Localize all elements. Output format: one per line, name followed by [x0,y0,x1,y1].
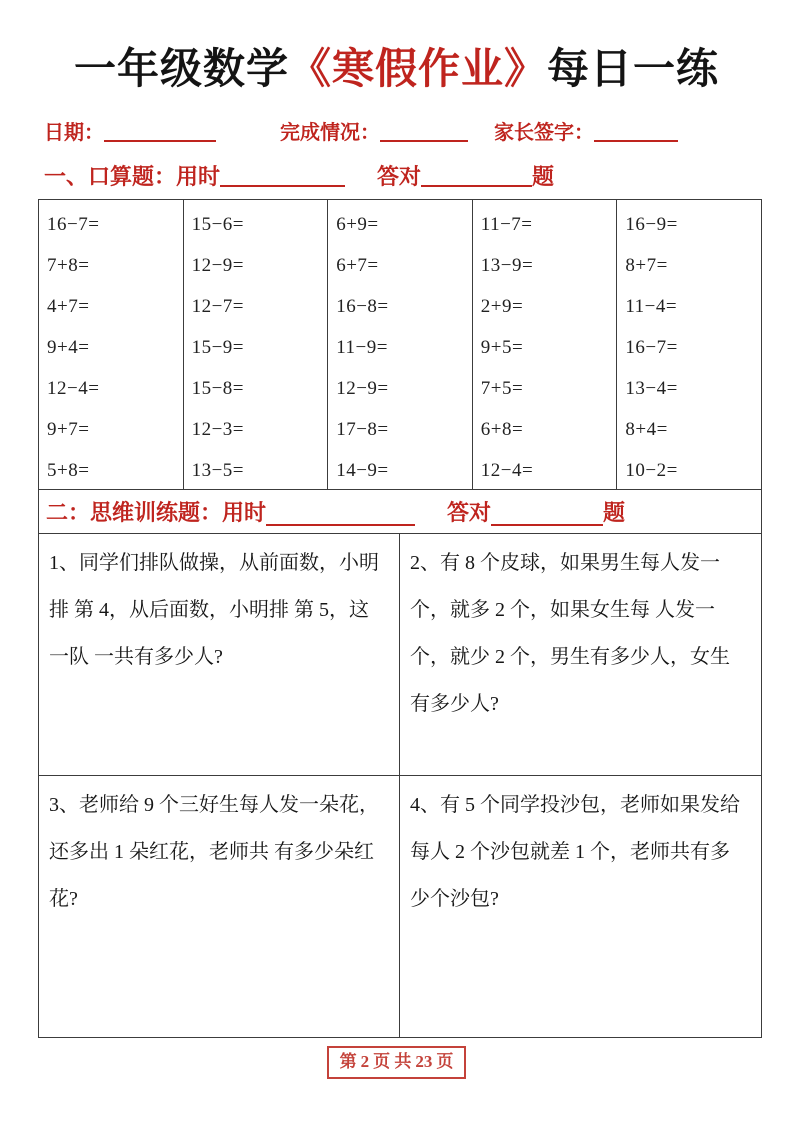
word-problem-4: 4、有 5 个同学投沙包，老师如果发给每人 2 个沙包就差 1 个，老师共有多少个沙包? [410,794,740,910]
calc-problem: 6+8= [480,419,524,440]
info-line [44,116,793,145]
signature-blank [594,122,678,142]
calc-problem: 12−4= [47,378,100,399]
footer-page-number: 2 [360,1052,370,1071]
calc-problem: 11−9= [336,337,388,358]
signature-label: 家长签字： [494,122,594,144]
calc-problem: 10−2= [625,460,678,481]
calc-problem: 8+4= [625,419,668,440]
section2-prefix: 二：思维训练题：用时 [46,500,267,525]
completion-label: 完成情况： [280,122,380,144]
calc-problem: 13−9= [480,255,534,276]
calc-problem: 17−8= [336,419,389,440]
calc-column-4 [473,200,618,489]
footer-total-pages: 23 [415,1052,433,1071]
title-part-red: 《寒假作业》 [288,47,547,93]
calc-problem: 15−6= [191,214,245,235]
section1-answered-blank [421,165,532,187]
date-label: 日期： [44,122,104,144]
calc-problem: 13−4= [625,378,678,399]
section2-header [39,489,761,534]
calc-problem: 14−9= [336,460,389,481]
calc-problem: 9+7= [47,419,90,440]
calc-problem: 12−4= [480,460,534,481]
date-blank [104,122,216,142]
page-footer [0,1046,793,1079]
page-title [0,0,793,98]
word-problems-grid [39,534,761,1037]
worksheet-table [38,199,762,1038]
calc-problem: 4+7= [47,296,90,317]
section2-answered-label: 答对 [447,500,492,525]
section1-answered-label: 答对 [377,164,422,189]
calc-column-2 [184,200,329,489]
word-problem-2: 2、有 8 个皮球，如果男生每人发一个，就多 2 个，如果女生每 人发一个，就少 2 个，男生有多少人，女生有多少人? [400,534,761,776]
calc-problem: 15−9= [191,337,245,358]
completion-blank [380,122,468,142]
calc-problem: 11−7= [480,214,533,235]
calc-problem: 16−8= [336,296,389,317]
section2-suffix: 题 [603,500,626,525]
section1-suffix: 题 [532,164,555,189]
section1-prefix: 一、口算题：用时 [44,164,221,189]
section2-answered-blank [491,504,603,526]
calc-problem: 15−8= [191,378,245,399]
calc-column-1 [39,200,184,489]
calc-problem: 9+4= [47,337,90,358]
footer-mid: 页 共 [373,1052,412,1071]
calc-column-3 [328,200,473,489]
word-problem-1: 1、同学们排队做操，从前面数，小明排 第 4，从后面数，小明排 第 5，这一队 一共有多少人? [39,534,400,776]
section1-header [44,162,793,192]
calc-problem: 7+5= [480,378,524,399]
calc-problem: 11−4= [625,296,678,317]
word-problem-3: 3、老师给 9 个三好生每人发一朵花，还多出 1 朵红花，老师共 有多少朵红花? [39,776,400,1037]
calc-problem: 6+7= [336,255,379,276]
calc-problem: 12−9= [191,255,245,276]
calc-problem: 2+9= [480,296,524,317]
calc-problem: 12−7= [191,296,245,317]
title-part-left: 一年级数学 [73,47,289,93]
page-number-box [327,1046,467,1079]
title-part-right: 每日一练 [547,47,720,93]
calc-problem: 5+8= [47,460,90,481]
calc-problem: 16−9= [625,214,678,235]
calc-problem: 13−5= [191,460,245,481]
calc-problem: 12−9= [336,378,389,399]
calc-problem: 8+7= [625,255,668,276]
calc-problem: 6+9= [336,214,379,235]
calc-problem: 12−3= [191,419,245,440]
calc-problem: 16−7= [625,337,678,358]
calc-problem: 7+8= [47,255,90,276]
footer-prefix: 第 [339,1052,357,1071]
section1-time-blank [220,165,345,187]
calc-problem: 16−7= [47,214,100,235]
section2-time-blank [266,504,415,526]
oral-calc-row [39,200,761,489]
calc-problem: 9+5= [480,337,524,358]
calc-column-5 [617,200,761,489]
footer-suffix: 页 [436,1052,454,1071]
